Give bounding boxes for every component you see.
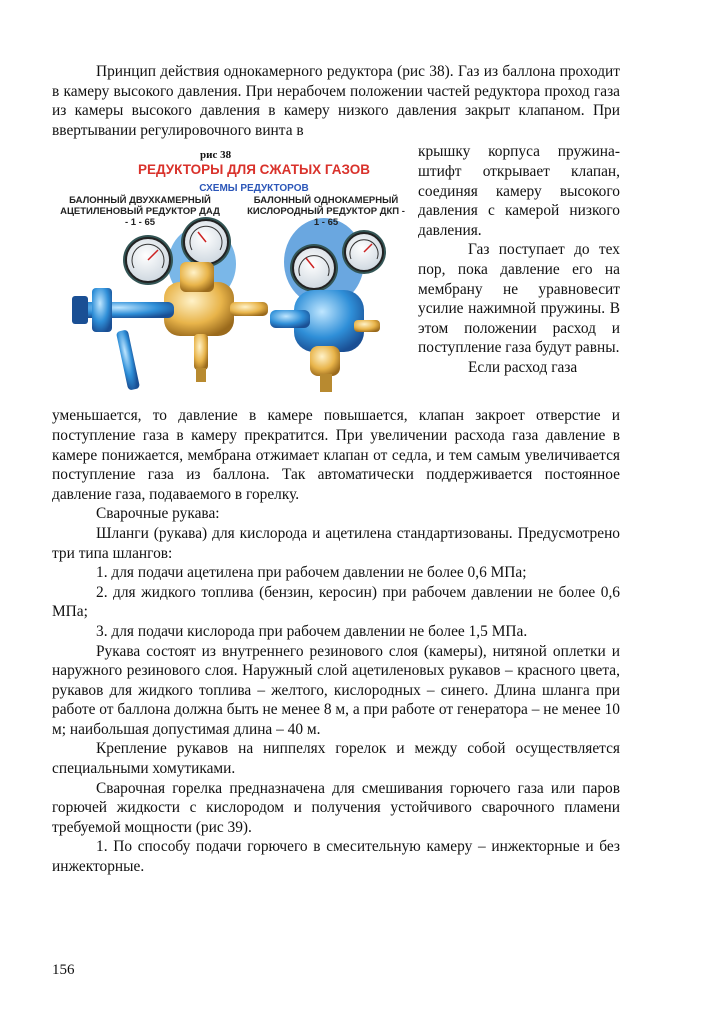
paragraph-hoses-heading: Сварочные рукава: (96, 505, 220, 523)
paragraph-torch-types: 1. По способу подачи горючего в смесительную камеру – инжекторные и без инжекторные. (52, 838, 620, 876)
paragraph-pressure: уменьшается, то давление в камере повышается, клапан закроет отверстие и поступление газа в камеру прекратится. При увеличении расхода газа давление в камере понижается, мембрана отжимает клапан от седла, и тем самым увеличивается поступление газа из баллона. Так автоматически поддерживается постоянное давление газа, подаваемого в горелку. (52, 407, 620, 503)
paragraph-intro: Принцип действия однокамерного редуктора (рис 38). Газ из баллона проходит в камеру высокого давления. При нерабочем положении частей редуктора проход газа из камеры высокого давления в камеру низкого давления закрыт клапаном. При ввертывании регулировочного винта в (52, 63, 620, 139)
paragraph-side-3: Если расход газа (468, 358, 578, 376)
figure-right-label: БАЛОННЫЙ ОДНОКАМЕРНЫЙ КИСЛОРОДНЫЙ РЕДУКТОР ДКП - 1 - 65 (247, 195, 405, 229)
paragraph-side-2: Газ поступает до тех пор, пока давление его на мембрану не уравновесит усилие нажимной пружины. В этом положении расход и поступление газа будут равны. (418, 241, 620, 357)
list-item: 2. для жидкого топлива (бензин, керосин) при рабочем давлении не более 0,6 МПа; (52, 583, 620, 621)
figure-title: РЕДУКТОРЫ ДЛЯ СЖАТЫХ ГАЗОВ (137, 162, 371, 178)
paragraph-hose-fastening: Крепление рукавов на ниппелях горелок и между собой осуществляется специальными хомутиками. (52, 740, 620, 778)
figure-subtitle: СХЕМЫ РЕДУКТОРОВ (199, 183, 309, 195)
figure-row (52, 142, 620, 406)
oxygen-reducer-drawing (270, 218, 386, 392)
figure-reducers (52, 142, 412, 404)
paragraph-hose-structure: Рукава состоят из внутреннего резинового слоя (камеры), нитяной оплетки и наружного резинового слоя. Наружный слой ацетиленовых рукавов – красного цвета, рукавов для жидкого топлива – желтого, кислородных – синего. Длина шланга при работе от баллона должна быть не менее 8 м, а при работе от генератора – не менее 10 м; наибольшая допустимая длина – 40 м. (52, 642, 620, 738)
side-text (418, 142, 620, 377)
paragraph-hoses-standard: Шланги (рукава) для кислорода и ацетилена стандартизованы. Предусмотрено три типа шлангов: (52, 524, 620, 562)
figure-caption: рис 38 (200, 149, 232, 162)
page-body (52, 62, 620, 877)
list-item: 3. для подачи кислорода при рабочем давлении не более 1,5 МПа. (96, 622, 528, 640)
acetylene-reducer-drawing (72, 217, 268, 391)
list-item: 1. для подачи ацетилена при рабочем давлении не более 0,6 МПа; (96, 564, 527, 582)
paragraph-side-1: крышку корпуса пружина-штифт открывает клапан, соединяя камеру высокого давления с камерой низкого давления. (418, 143, 620, 239)
figure-left-label: БАЛОННЫЙ ДВУХКАМЕРНЫЙ АЦЕТИЛЕНОВЫЙ РЕДУКТОР ДАД - 1 - 65 (60, 195, 220, 229)
page-number: 156 (52, 962, 75, 978)
paragraph-torch: Сварочная горелка предназначена для смешивания горючего газа или паров горючей жидкости с кислородом и получения устойчивого сварочного пламени требуемой мощности (рис 39). (52, 779, 620, 836)
